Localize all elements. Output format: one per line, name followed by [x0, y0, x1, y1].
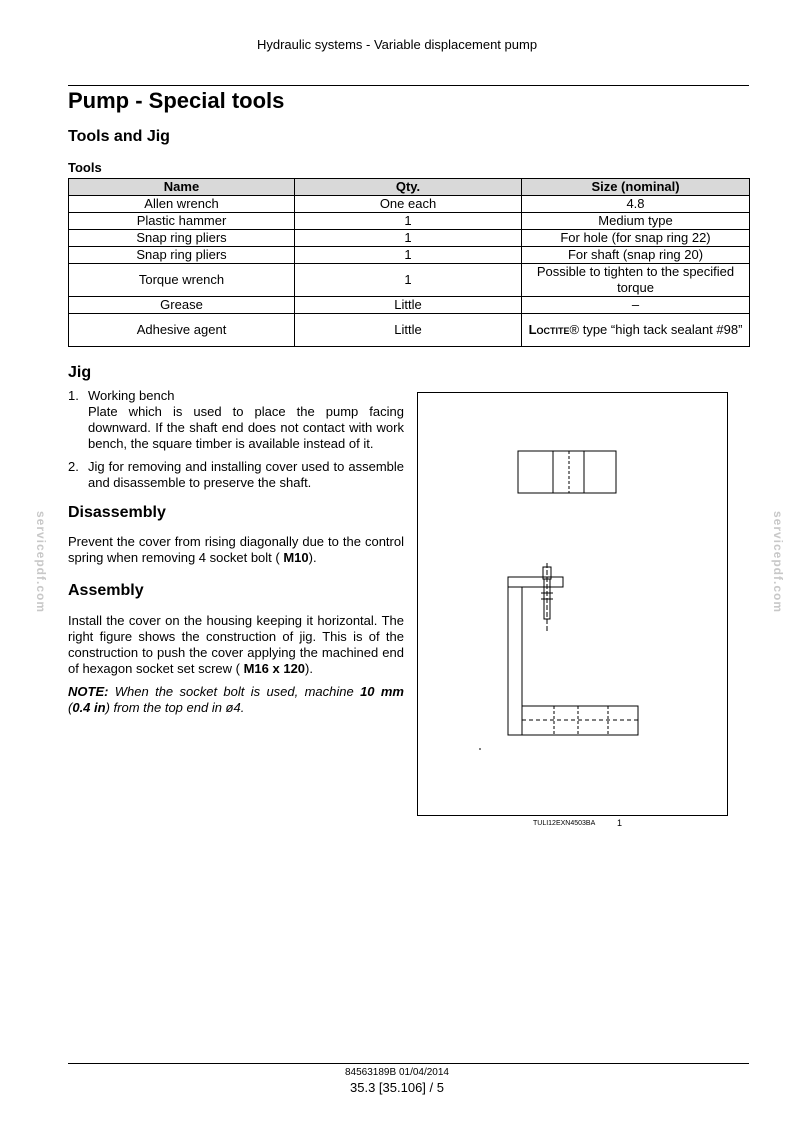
- jig-top-arm: [508, 577, 563, 587]
- running-header: Hydraulic systems - Variable displacement pump: [256, 37, 538, 52]
- figure-number: 1: [617, 818, 623, 828]
- tools-label: Tools: [68, 160, 102, 175]
- table-row: [69, 213, 750, 230]
- cell-size: 4.8: [522, 196, 750, 213]
- assembly-text-start: Install the cover on the housing keeping it horizontal. The right figure shows the construction of jig. This is of the construction to push the cover applying the machined end of hexagon socket set screw (: [68, 613, 404, 676]
- table-row: [69, 297, 750, 314]
- disassembly-bolt-size: M10: [283, 550, 309, 565]
- jig-list: [68, 388, 404, 498]
- cell-qty: 1: [295, 264, 522, 297]
- note-label: NOTE:: [68, 684, 109, 699]
- note: [68, 684, 404, 716]
- disassembly-text-end: ).: [308, 550, 317, 565]
- note-measure-mm: 10 mm: [360, 684, 404, 699]
- jig-drawing: [418, 393, 727, 815]
- list-item-text: Jig for removing and installing cover used to assemble and disassemble to preserve the shaft.: [88, 459, 404, 490]
- table-row: [69, 264, 750, 297]
- jig-column: [508, 587, 522, 735]
- watermark-right: servicepdf.com: [771, 510, 786, 614]
- cell-name: Plastic hammer: [69, 213, 295, 230]
- header-rule: [68, 85, 749, 86]
- cell-size: –: [522, 297, 750, 314]
- table-row: [69, 314, 750, 347]
- table-row: [69, 247, 750, 264]
- footer-page-number: 35.3 [35.106] / 5: [350, 1080, 444, 1095]
- list-item-number: 1.: [68, 388, 79, 403]
- note-text-end: ) from the top end in ø4.: [105, 700, 245, 715]
- assembly-screw-size: M16 x 120: [243, 661, 306, 676]
- brand-name: Loctite: [528, 322, 570, 337]
- list-item: [68, 388, 404, 452]
- cell-name: Torque wrench: [69, 264, 295, 297]
- cell-name: Adhesive agent: [69, 314, 295, 347]
- footer-doc-ref: 84563189B 01/04/2014: [345, 1067, 449, 1078]
- cell-size: For shaft (snap ring 20): [522, 247, 750, 264]
- list-item-title: Working bench: [88, 388, 175, 403]
- cell-qty: 1: [295, 213, 522, 230]
- assembly-title: Assembly: [68, 582, 144, 599]
- assembly-text-end: ).: [305, 661, 313, 676]
- column-header-name: Name: [69, 179, 295, 196]
- page-title: Pump - Special tools: [68, 88, 285, 113]
- tools-table: [68, 178, 750, 347]
- list-item-text: Plate which is used to place the pump facing downward. If the shaft end does not contact with work bench, the square timber is available instead of it.: [88, 404, 404, 451]
- cell-size: Medium type: [522, 213, 750, 230]
- disassembly-title: Disassembly: [68, 504, 166, 521]
- figure-caption: TULI12EXN4503BA: [533, 820, 596, 827]
- cell-qty: Little: [295, 314, 522, 347]
- cell-size-text: ® type “high tack sealant #98”: [569, 322, 743, 337]
- disassembly-text: [68, 534, 404, 566]
- jig-figure: [417, 392, 728, 816]
- cell-size: Possible to tighten to the specified torque: [522, 264, 750, 297]
- cell-qty: Little: [295, 297, 522, 314]
- cell-qty: 1: [295, 230, 522, 247]
- cell-size: For hole (for snap ring 22): [522, 230, 750, 247]
- assembly-text: [68, 613, 404, 677]
- list-item-number: 2.: [68, 459, 79, 474]
- note-measure-in: 0.4 in: [72, 700, 106, 715]
- column-header-qty: Qty.: [295, 179, 522, 196]
- table-header-row: [69, 179, 750, 196]
- cell-size: [522, 314, 750, 347]
- note-paren: (: [68, 700, 73, 715]
- cell-name: Snap ring pliers: [69, 247, 295, 264]
- column-header-size: Size (nominal): [522, 179, 750, 196]
- table-row: [69, 196, 750, 213]
- footer-rule: [68, 1063, 749, 1064]
- disassembly-text-start: Prevent the cover from rising diagonally due to the control spring when removing 4 socket bolt (: [68, 534, 404, 565]
- jig-title: Jig: [68, 364, 92, 381]
- cell-name: Snap ring pliers: [69, 230, 295, 247]
- list-item: [68, 459, 404, 491]
- table-row: [69, 230, 750, 247]
- cell-name: Allen wrench: [69, 196, 295, 213]
- bench-plate-shape: [518, 451, 616, 493]
- watermark-left: servicepdf.com: [34, 510, 49, 614]
- cell-qty: 1: [295, 247, 522, 264]
- section-title: Tools and Jig: [68, 128, 170, 145]
- note-text-start: When the socket bolt is used, machine: [108, 684, 361, 699]
- cell-qty: One each: [295, 196, 522, 213]
- cell-name: Grease: [69, 297, 295, 314]
